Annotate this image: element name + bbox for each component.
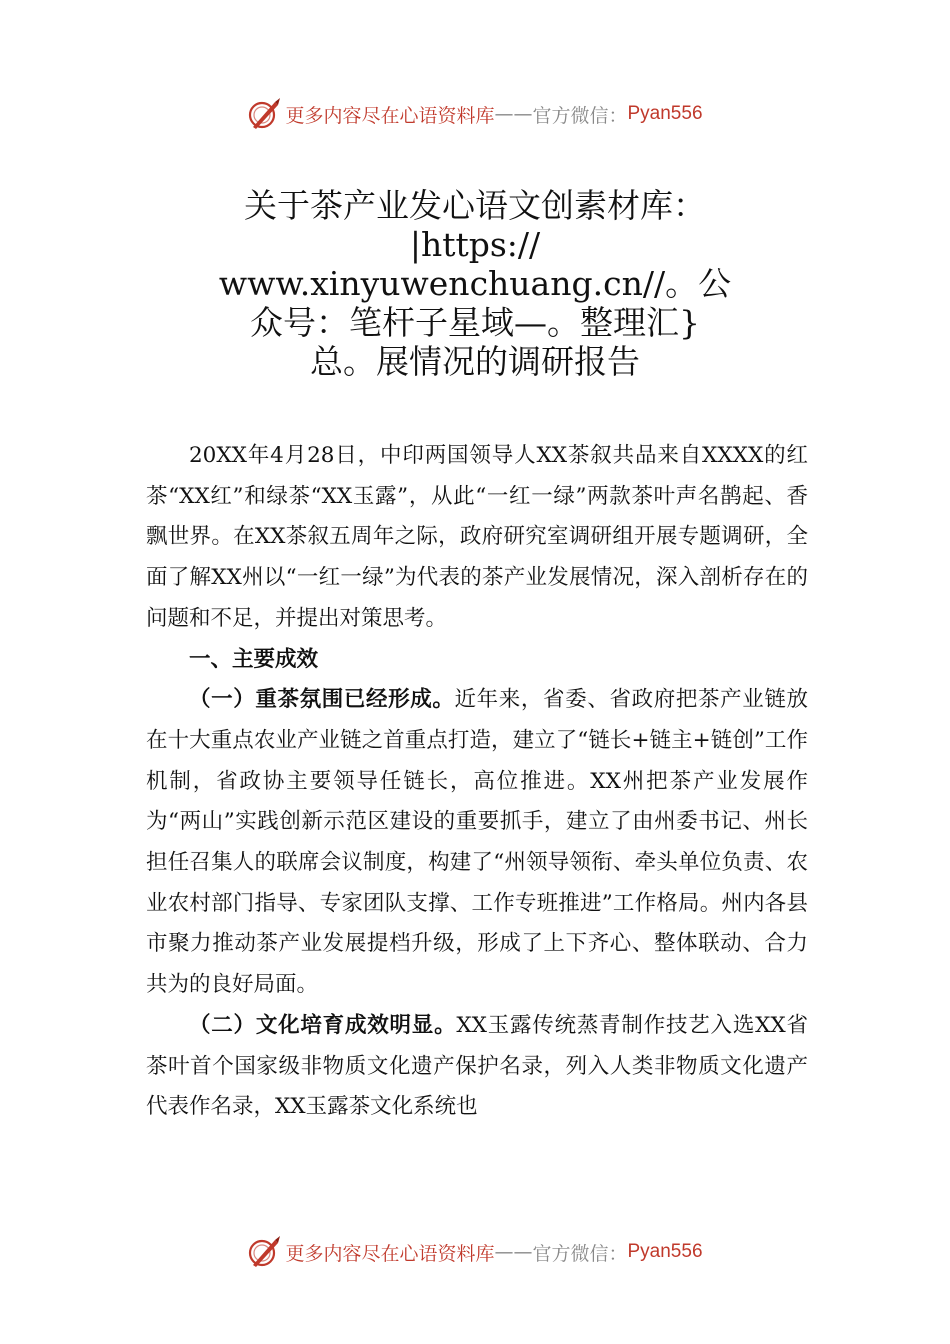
watermark-banner-bottom (0, 1232, 950, 1272)
pen-circle-logo-icon (247, 1235, 281, 1269)
watermark-separator: —— (494, 103, 533, 125)
watermark-text: 更多内容尽在心语资料库 (285, 1242, 495, 1265)
document-title (150, 186, 800, 381)
watermark-text: 更多内容尽在心语资料库 (285, 104, 495, 127)
paragraph-1-text: 近年来，省委、省政府把茶产业链放在十大重点农业产业链之首重点打造，建立了“链长+链主+链创”工作机制，省政协主要领导任链长，高位推进。XX州把茶产业发展作为“两山”实践创新示范区建设的重要抓手，建立了由州委书记、州长担任召集人的联席会议制度，构建了“州领导领衔、牵头单位负责、农业农村部门指导、专家团队支撑、工作专班推进”工作格局。州内各县市聚力推动茶产业发展提档升级，形成了上下齐心、整体联动、合力共为的良好局面。 (146, 687, 808, 998)
paragraph-2 (146, 1006, 808, 1128)
paragraph-1-lead: （一）重茶氛围已经形成。 (189, 687, 455, 713)
title-line: |https:// (409, 225, 541, 264)
title-line: 众号：笔杆子星域—。整理汇} (250, 303, 700, 342)
title-line: 总。展情况的调研报告 (310, 342, 640, 381)
watermark-wechat-id: Pyan556 (627, 1241, 703, 1262)
title-line: 关于茶产业发心语文创素材库： (244, 186, 706, 225)
paragraph-2-lead: （二）文化培育成效明显。 (189, 1012, 457, 1038)
pen-circle-logo-icon (247, 97, 281, 131)
watermark-wechat-label: 官方微信： (532, 104, 628, 127)
paragraph-2-text: XX玉露传统蒸青制作技艺入选XX省茶叶首个国家级非物质文化遗产保护名录，列入人类非物质文化遗产代表作名录，XX玉露茶文化系统也 (146, 1012, 808, 1120)
watermark-separator: —— (494, 1241, 533, 1263)
watermark-wechat-id: Pyan556 (627, 103, 703, 124)
watermark-banner-top (0, 94, 950, 134)
document-body (146, 436, 808, 1128)
intro-paragraph: 20XX年4月28日，中印两国领导人XX茶叙共品来自XXXX的红茶“XX红”和绿茶“XX玉露”，从此“一红一绿”两款茶叶声名鹊起、香飘世界。在XX茶叙五周年之际，政府研究室调研组开展专题调研，全面了解XX州以“一红一绿”为代表的茶产业发展情况，深入剖析存在的问题和不足，并提出对策思考。 (146, 443, 808, 631)
title-line: www.xinyuwenchuang.cn//。公 (218, 264, 732, 303)
section-heading: 一、主要成效 (189, 646, 319, 672)
watermark-wechat-label: 官方微信： (532, 1242, 628, 1265)
paragraph-1 (146, 680, 808, 1006)
